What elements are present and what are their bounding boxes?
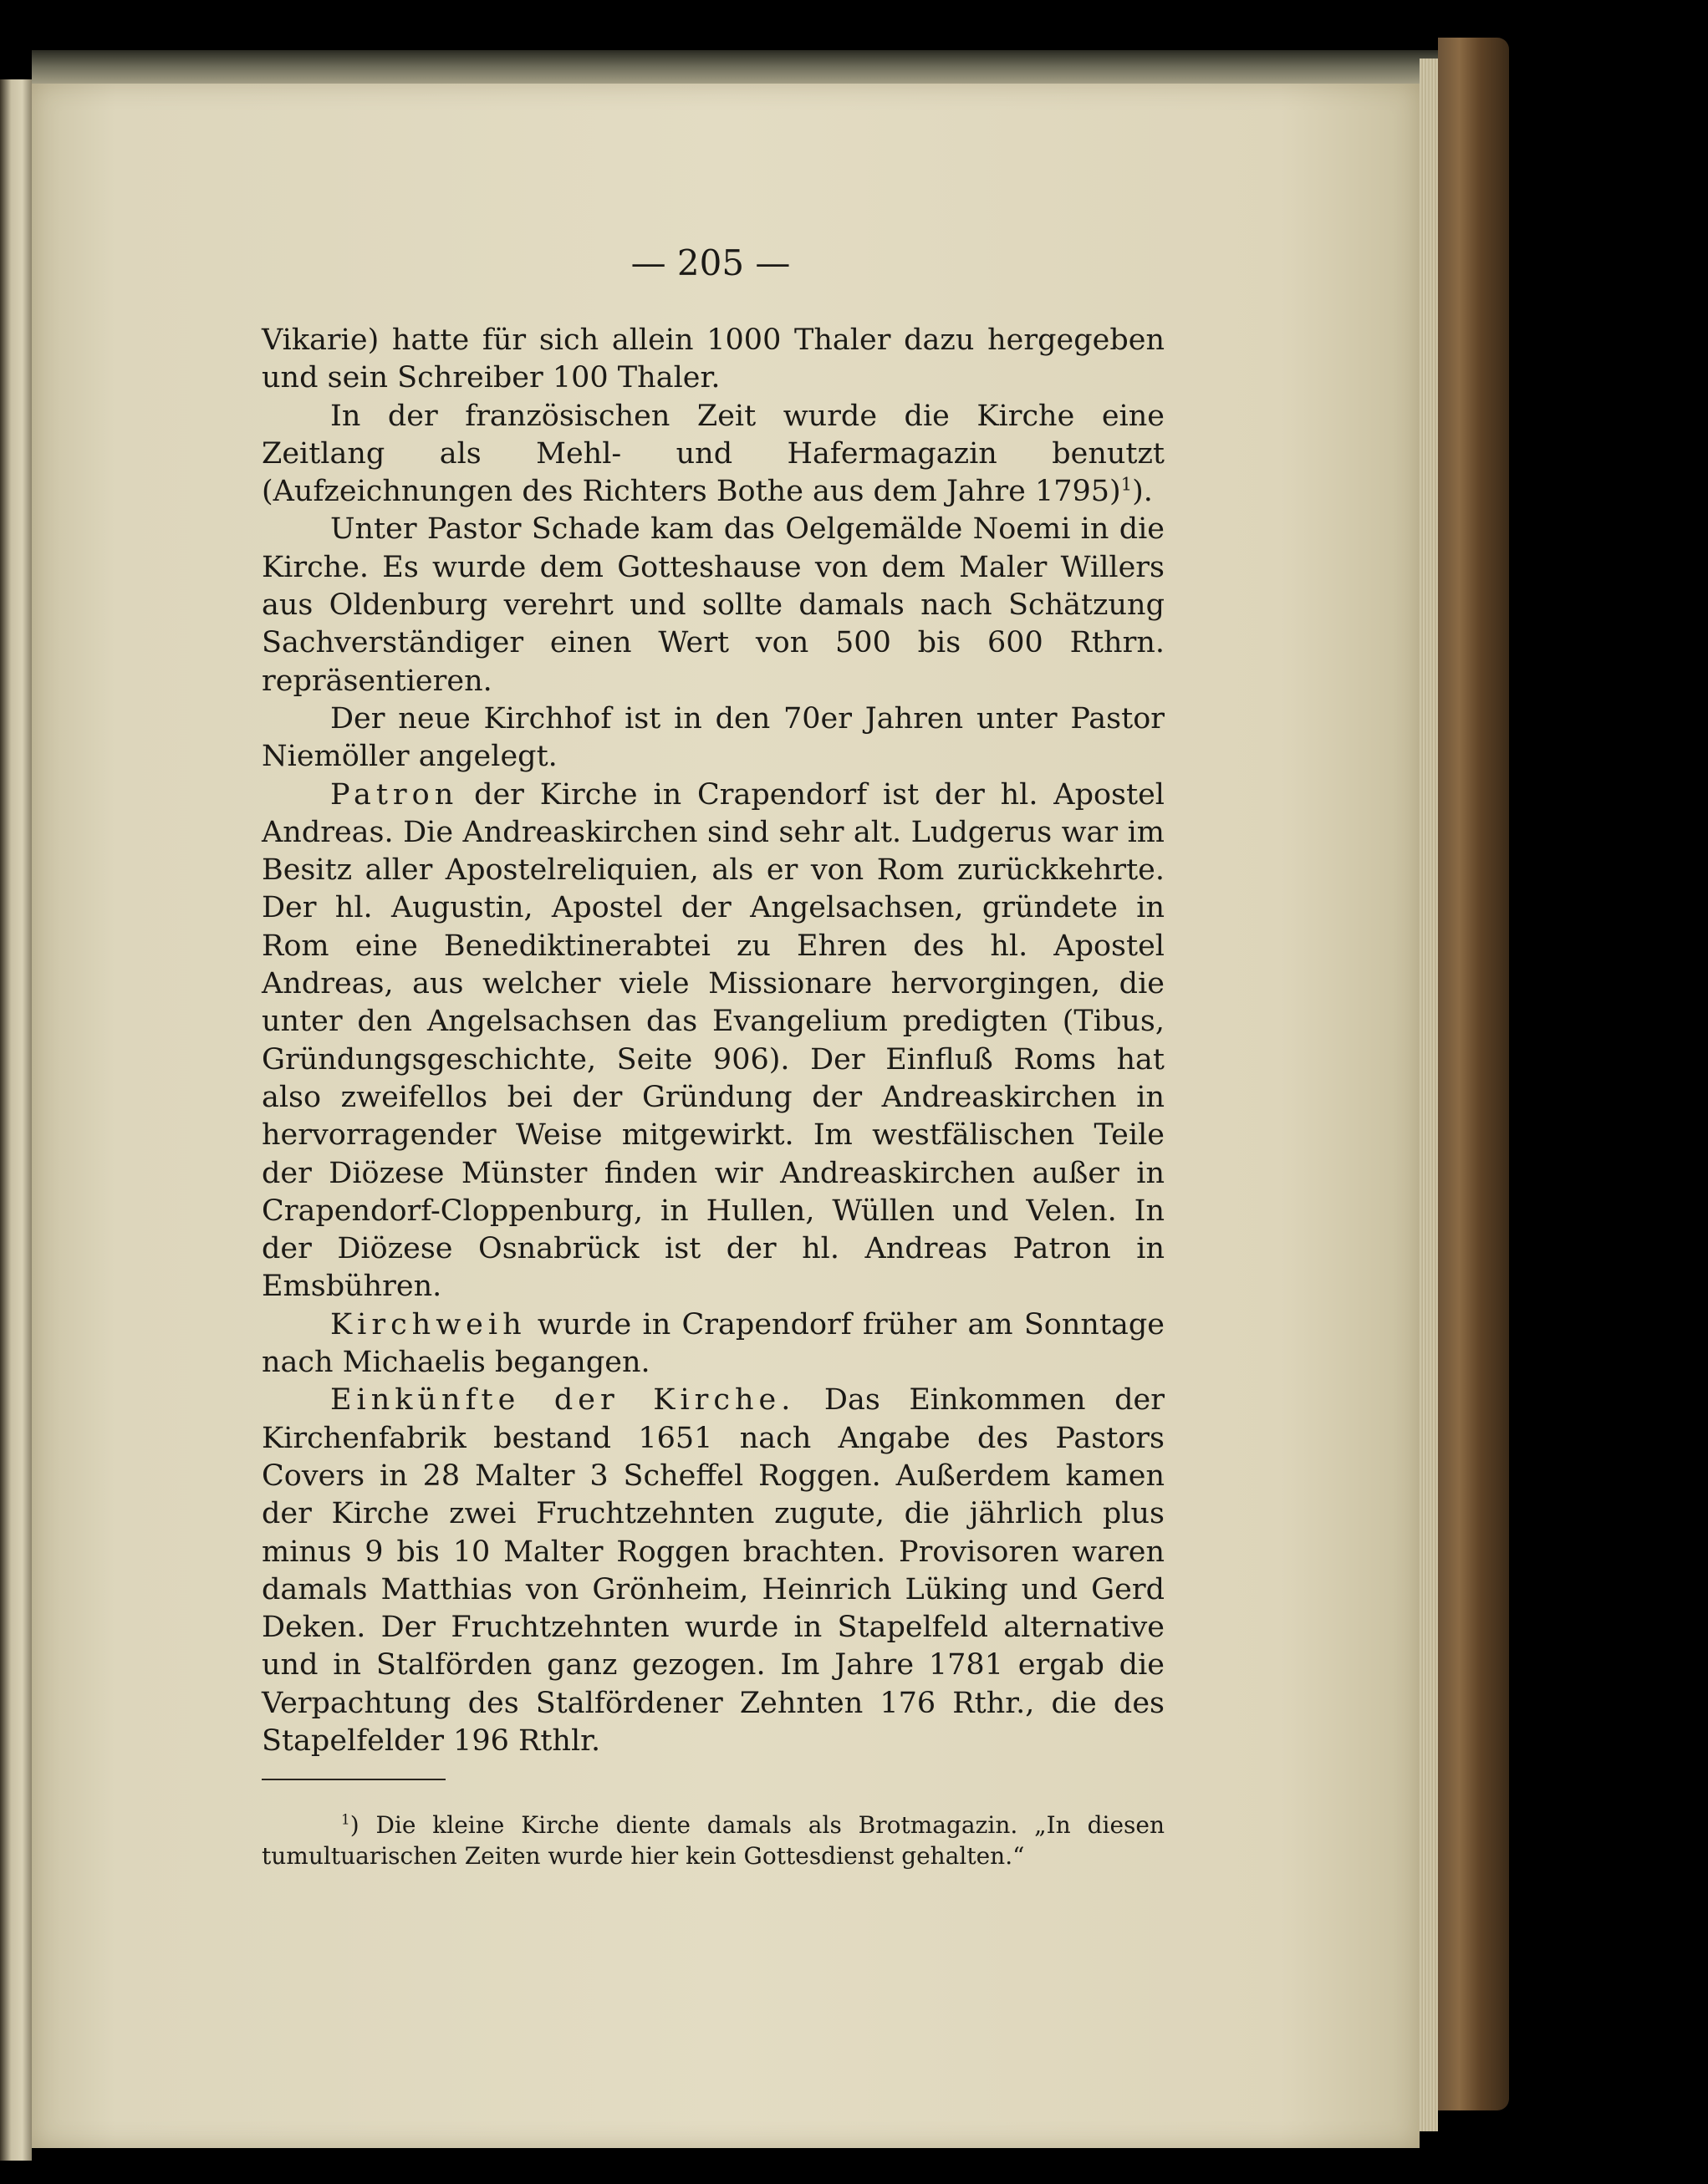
paragraph-text: In der französischen Zeit wurde die Kirche eine Zeitlang als Mehl- und Hafermagazin benutzt (Aufzeichnungen des Richters Bothe aus dem Jahre 1795)	[262, 399, 1165, 509]
book-binding	[1438, 38, 1509, 2110]
paragraph-lead: Einkünfte der Kirche.	[330, 1383, 796, 1418]
gutter-edge	[0, 79, 32, 2161]
footnotes	[262, 1810, 1165, 1871]
paragraph	[262, 511, 1165, 700]
page-stack-edge	[1420, 59, 1438, 2131]
paragraph-lead: Kirchweih	[330, 1307, 527, 1341]
footnote-ref: 1	[1120, 474, 1133, 495]
page-number: — 205 —	[630, 242, 791, 283]
paragraph	[262, 700, 1165, 776]
paragraph-text: wurde in Crapendorf früher am Sonntage nach Michaelis begangen.	[262, 1307, 1165, 1380]
footnote-divider	[262, 1779, 446, 1780]
paragraph-text: Vikarie) hatte für sich allein 1000 Thaler dazu hergegeben und sein Schreiber 100 Thaler.	[262, 323, 1165, 395]
paragraph-text: Das Einkommen der Kirchenfabrik bestand 1651 nach Angabe des Pastors Covers in 28 Malter 3 Scheffel Roggen. Außerdem kamen der Kirche zwei Fruchtzehnten zugute, die jährlich plus minus 9 bis 10 Malter Roggen brachten. Provisoren waren damals Matthias von Grönheim, Heinrich Lüking und Gerd Deken. Der Fruchtzehnten wurde in Stapelfeld alternative und in Stalförden ganz gezogen. Im Jahre 1781 ergab die Verpachtung des Stalfördener Zehnten 176 Rthr., die des Stapelfelder 196 Rthlr.	[262, 1383, 1165, 1758]
footnote-mark: 1	[341, 1810, 350, 1828]
footnote	[262, 1810, 1165, 1871]
paragraph-text: der Kirche in Crapendorf ist der hl. Apostel Andreas. Die Andreaskirchen sind sehr alt. Ludgerus war im Besitz aller Apostelreliquien, als er von Rom zurückkehrte. Der hl. Augustin, Apostel der Angelsachsen, gründete in Rom eine Benediktinerabtei zu Ehren des hl. Apostel Andreas, aus welcher viele Missionare hervorgingen, die unter den Angelsachsen das Evangelium predigten (Tibus, Gründungsgeschichte, Seite 906). Der Einfluß Roms hat also zweifellos bei der Gründung der Andreaskirchen in hervorragender Weise mitgewirkt. Im westfälischen Teile der Diözese Münster finden wir Andreaskirchen außer in Crapendorf-Cloppenburg, in Hullen, Wüllen und Velen. In der Diözese Osnabrück ist der hl. Andreas Patron in Emsbühren.	[262, 777, 1165, 1304]
paragraph-lead: Patron	[330, 777, 459, 812]
body-text	[262, 322, 1165, 1760]
paragraph-text-tail: ).	[1132, 475, 1153, 509]
paragraph-text: Unter Pastor Schade kam das Oelgemälde Noemi in die Kirche. Es wurde dem Gotteshause von dem Maler Willers aus Oldenburg verehrt und sollte damals nach Schätzung Sachverständiger einen Wert von 500 bis 600 Rthrn. repräsentieren.	[262, 512, 1165, 698]
paragraph	[262, 1306, 1165, 1382]
paragraph	[262, 776, 1165, 1306]
paragraph	[262, 1382, 1165, 1760]
paragraph	[262, 322, 1165, 398]
paragraph-text: Der neue Kirchhof ist in den 70er Jahren unter Pastor Niemöller angelegt.	[262, 701, 1165, 774]
footnote-text: ) Die kleine Kirche diente damals als Brotmagazin. „In diesen tumultuarischen Zeiten wurde hier kein Gottesdienst gehalten.“	[262, 1811, 1165, 1870]
paragraph	[262, 398, 1165, 512]
